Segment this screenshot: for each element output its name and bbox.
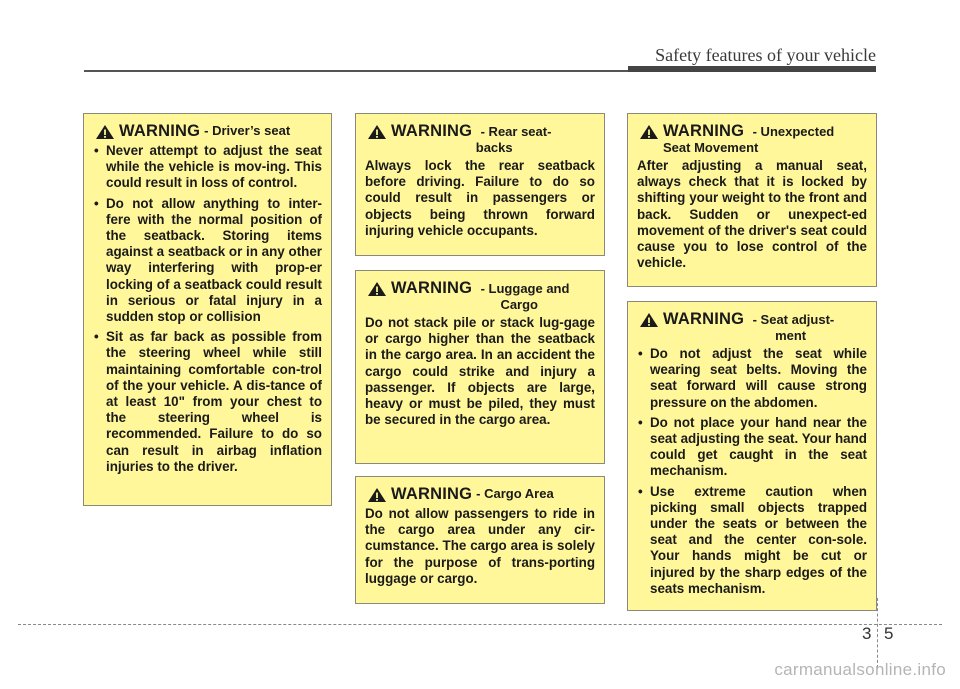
warning-word: WARNING [391, 485, 473, 503]
warning-subtitle: - Rear seat- [480, 124, 552, 139]
warning-body: After adjusting a manual seat, always check that it is locked by shifting your weight to the front and back. Sudden or unexpect-ed movement of the driver's seat could cause you to lose control of the vehicle. [637, 158, 867, 271]
warning-header [365, 485, 595, 503]
warning-subtitle-cont: backs [475, 140, 513, 155]
warning-subtitle-cont: Seat Movement [663, 140, 759, 155]
warning-word: WARNING [119, 122, 201, 140]
list-item: • Use extreme caution when picking small objects trapped under the seats or between the seat and the center con-sole. Your hands might be cut or injured by the sharp edges of the seats mechanism. [637, 484, 867, 597]
list-item: • Do not place your hand near the seat adjusting the seat. Your hand could get caught in the seat mechanism. [637, 415, 867, 480]
warning-triangle-icon [639, 312, 659, 328]
warning-subtitle: - Driver’s seat [204, 123, 291, 138]
warning-triangle-icon [367, 124, 387, 140]
warning-header [637, 310, 867, 343]
list-item: • Do not adjust the seat while wearing seat belts. Moving the seat forward will cause strong pressure on the abdomen. [637, 346, 867, 411]
footer-rule [18, 624, 942, 625]
warning-triangle-icon [95, 124, 115, 140]
list-item: • Never attempt to adjust the seat while the vehicle is mov-ing. This could result in loss of control. [93, 143, 322, 192]
warning-list [637, 346, 867, 597]
warning-subtitle: - Unexpected [752, 124, 835, 139]
warning-header [637, 122, 867, 155]
warning-header [365, 122, 595, 155]
header-title: Safety features of your vehicle [655, 45, 876, 65]
warning-header [365, 279, 595, 312]
warning-list [93, 143, 322, 475]
list-item: • Sit as far back as possible from the steering wheel while still maintaining comfortable con-trol of the your vehicle. A dis-tance of at least 10" from your chest to the steering wheel is recommended. Failure to do so can result in airbag inflation injuries to the driver. [93, 329, 322, 475]
warning-header [93, 122, 322, 140]
page-number: 5 [884, 624, 894, 643]
warning-box-seat-adjustment [627, 301, 877, 611]
watermark: carmanualsonline.info [774, 660, 946, 679]
warning-box-cargo-area [355, 476, 605, 604]
warning-body: Always lock the rear seatback before driving. Failure to do so could result in passengers or objects being thrown forward injuring vehicle occupants. [365, 158, 595, 238]
warning-subtitle-cont: ment [775, 328, 807, 343]
warning-word: WARNING [663, 310, 745, 328]
warning-box-unexpected-seat-movement [627, 113, 877, 287]
warning-box-luggage-cargo [355, 270, 605, 464]
warning-triangle-icon [639, 124, 659, 140]
warning-triangle-icon [367, 281, 387, 297]
warning-word: WARNING [663, 122, 745, 140]
section-number: 3 [862, 624, 872, 643]
warning-triangle-icon [367, 487, 387, 503]
warning-word: WARNING [391, 279, 473, 297]
warning-box-drivers-seat [83, 113, 332, 506]
warning-body: Do not stack pile or stack lug-gage or cargo higher than the seatback in the cargo area. In an accident the cargo could strike and injury a passenger. If objects are large, heavy or must be piled, they must be secured in the cargo area. [365, 315, 595, 428]
page-number-divider [877, 598, 878, 668]
warning-body: Do not allow passengers to ride in the cargo area under any cir-cumstance. The cargo area is solely for the purpose of trans-porting luggage or cargo. [365, 506, 595, 586]
header-rule-accent [628, 66, 876, 72]
warning-box-rear-seatbacks [355, 113, 605, 256]
list-item: • Do not allow anything to inter-fere with the normal position of the seatback. Storing items against a seatback or in any other way interfering with prop-er locking of a seatback could result in serious or fatal injury in a sudden stop or collision [93, 196, 322, 326]
warning-subtitle-cont: Cargo [500, 297, 538, 312]
warning-word: WARNING [391, 122, 473, 140]
warning-subtitle: - Seat adjust- [752, 312, 835, 327]
warning-subtitle: - Cargo Area [476, 486, 554, 501]
warning-subtitle: - Luggage and [480, 281, 570, 296]
